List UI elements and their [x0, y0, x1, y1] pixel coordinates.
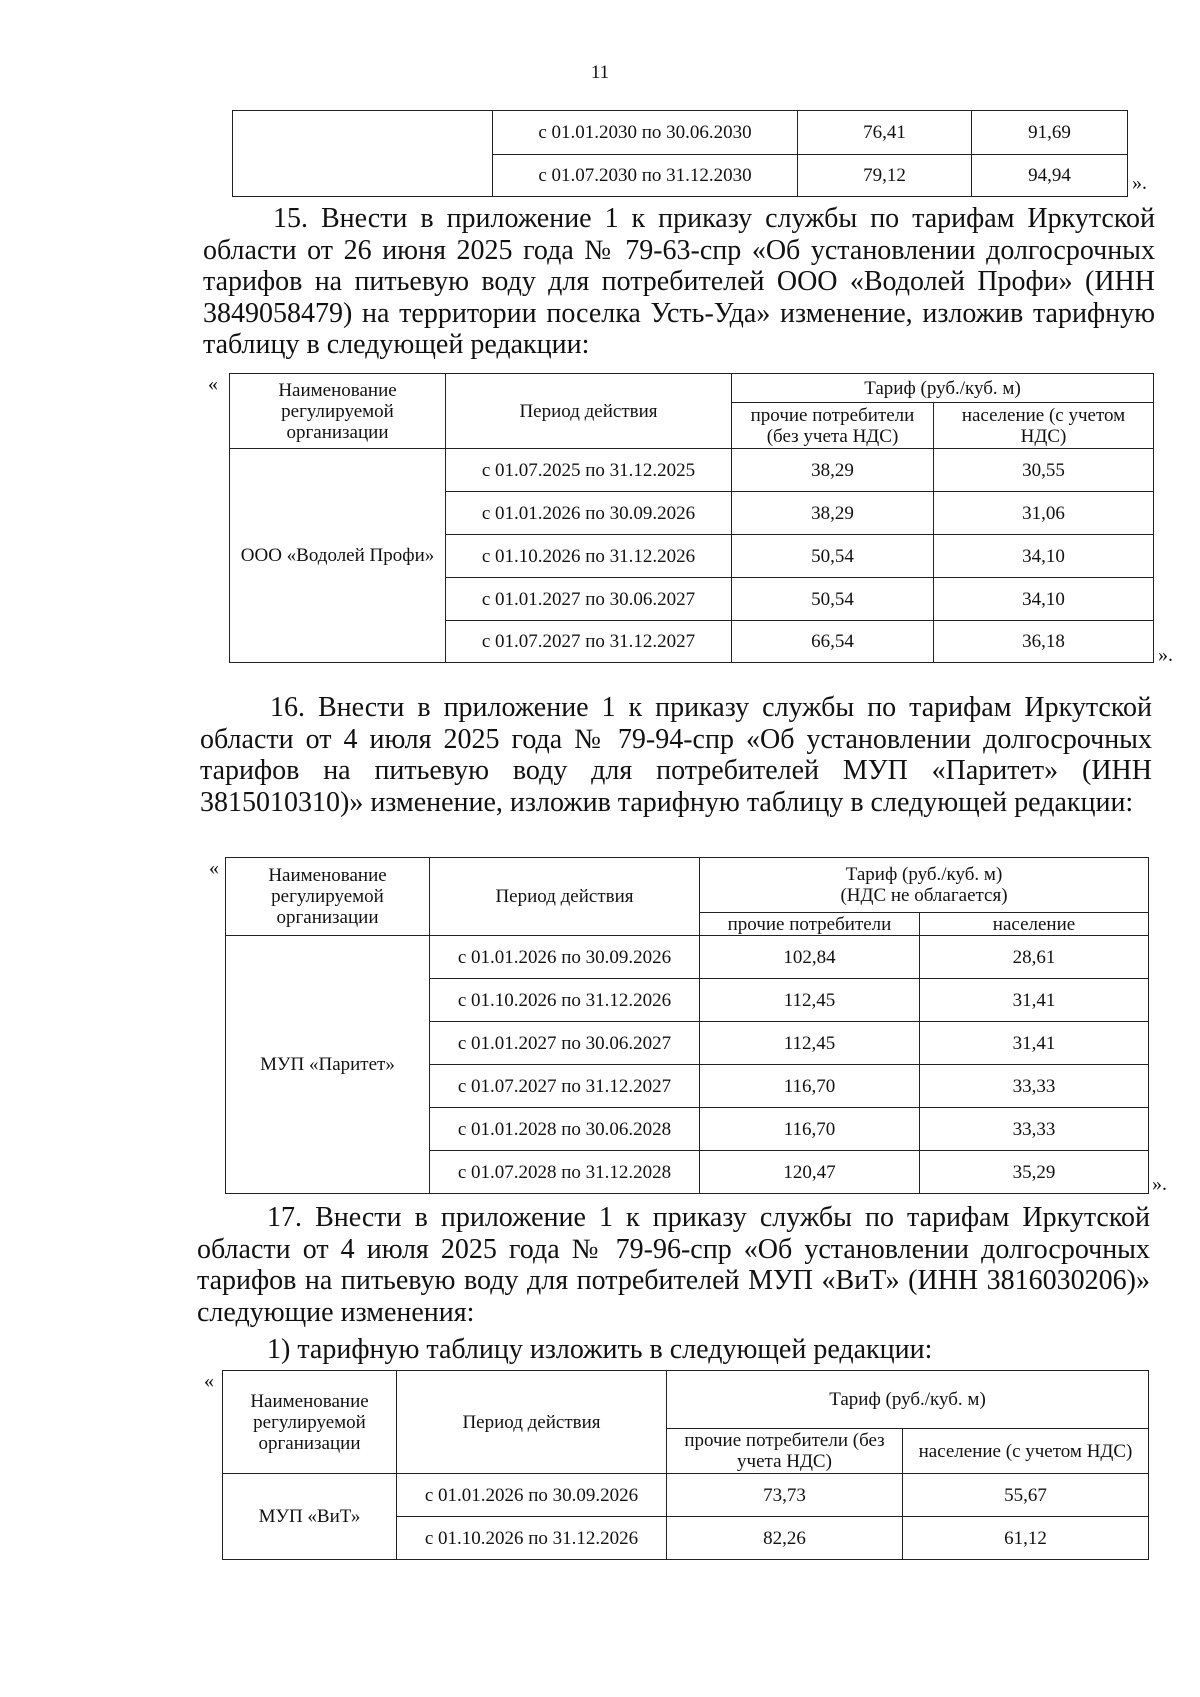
period-cell: с 01.07.2027 по 31.12.2027 — [430, 1065, 700, 1108]
tariff-other-cell: 120,47 — [700, 1151, 920, 1194]
tariff-population-cell: 33,33 — [920, 1108, 1149, 1151]
period-cell: с 01.10.2026 по 31.12.2026 — [397, 1517, 667, 1560]
closing-quote: ». — [1152, 1173, 1167, 1195]
tariff-population-cell: 35,29 — [920, 1151, 1149, 1194]
table-header-row — [223, 1371, 1149, 1429]
table-header-row — [230, 374, 1154, 403]
paragraph-17 — [197, 1202, 1150, 1328]
period-cell: с 01.07.2025 по 31.12.2025 — [446, 449, 732, 492]
sub-item-1: 1) тарифную таблицу изложить в следующей редакции: — [267, 1334, 933, 1365]
period-cell: с 01.01.2030 по 30.06.2030 — [493, 111, 798, 155]
org-cell: МУП «Паритет» — [226, 936, 430, 1194]
header-period: Период действия — [430, 858, 700, 936]
header-population: население — [920, 913, 1149, 936]
closing-quote: ». — [1132, 172, 1147, 194]
paragraph-17-first-line: 17. Внести в приложение 1 к приказу службы по тарифам Иркутской — [267, 1202, 1150, 1233]
opening-quote: « — [208, 373, 218, 395]
paragraph-16-first-line: 16. Внести в приложение 1 к приказу службы по тарифам Иркутской — [270, 692, 1152, 723]
header-tariff: Тариф (руб./куб. м) — [667, 1371, 1149, 1429]
paragraph-15 — [203, 203, 1155, 361]
header-other-consumers: прочие потребители (без учета НДС) — [732, 403, 934, 449]
tariff-other-cell: 50,54 — [732, 535, 934, 578]
tariff-population-cell: 31,41 — [920, 1022, 1149, 1065]
tariff-other-cell: 112,45 — [700, 1022, 920, 1065]
paragraph-16 — [200, 692, 1152, 818]
header-org: Наименование регулируемой организации — [223, 1371, 397, 1474]
header-org: Наименование регулируемой организации — [230, 374, 446, 449]
tariff-other-cell: 73,73 — [667, 1474, 903, 1517]
org-cell — [233, 111, 493, 197]
table-row — [230, 449, 1154, 492]
tariff-table-vodoley — [229, 373, 1154, 663]
tariff-table-vit — [222, 1370, 1149, 1560]
period-cell: с 01.10.2026 по 31.12.2026 — [446, 535, 732, 578]
period-cell: с 01.01.2027 по 30.06.2027 — [430, 1022, 700, 1065]
closing-quote: ». — [1158, 644, 1173, 666]
paragraph-15-first-line: 15. Внести в приложение 1 к приказу службы по тарифам Иркутской — [273, 203, 1155, 234]
period-cell: с 01.01.2027 по 30.06.2027 — [446, 578, 732, 621]
paragraph-15-body: области от 26 июня 2025 года № 79-63-спр «Об установлении долгосрочных тарифов на питьевую воду для потребителей ООО «Водолей Профи» (ИНН 3849058479) на территории поселка Усть-Уда» изменение, изложив тарифную таблицу в следующей редакции: — [203, 234, 1155, 360]
org-cell: ООО «Водолей Профи» — [230, 449, 446, 663]
tariff-population-cell: 34,10 — [934, 535, 1154, 578]
opening-quote: « — [204, 1370, 214, 1392]
paragraph-17-body: области от 4 июля 2025 года № 79-96-спр «Об установлении долгосрочных тарифов на питьевую воду для потребителей МУП «ВиТ» (ИНН 3816030206)» следующие изменения: — [197, 1233, 1150, 1328]
period-cell: с 01.07.2028 по 31.12.2028 — [430, 1151, 700, 1194]
org-cell: МУП «ВиТ» — [223, 1474, 397, 1560]
paragraph-16-body: области от 4 июля 2025 года № 79-94-спр «Об установлении долгосрочных тарифов на питьевую воду для потребителей МУП «Паритет» (ИНН 3815010310)» изменение, изложив тарифную таблицу в следующей редакции: — [200, 723, 1152, 818]
header-tariff — [700, 858, 1149, 913]
tariff-population-cell: 33,33 — [920, 1065, 1149, 1108]
tariff-population-cell: 31,06 — [934, 492, 1154, 535]
tariff-population-cell: 61,12 — [903, 1517, 1149, 1560]
period-cell: с 01.01.2026 по 30.09.2026 — [397, 1474, 667, 1517]
tariff-population-cell: 28,61 — [920, 936, 1149, 979]
header-period: Период действия — [446, 374, 732, 449]
tariff-population-cell: 36,18 — [934, 621, 1154, 663]
period-cell: с 01.01.2026 по 30.09.2026 — [446, 492, 732, 535]
tariff-other-cell: 116,70 — [700, 1065, 920, 1108]
header-other-consumers: прочие потребители — [700, 913, 920, 936]
table-row — [233, 111, 1128, 155]
table-row — [223, 1474, 1149, 1517]
tariff-population-cell: 34,10 — [934, 578, 1154, 621]
header-tariff-note: (НДС не облагается) — [840, 885, 1008, 906]
tariff-other-cell: 38,29 — [732, 449, 934, 492]
tariff-other-cell: 112,45 — [700, 979, 920, 1022]
tariff-other-cell: 102,84 — [700, 936, 920, 979]
tariff-table-paritet — [225, 857, 1149, 1194]
header-tariff: Тариф (руб./куб. м) — [732, 374, 1154, 403]
header-period: Период действия — [397, 1371, 667, 1474]
tariff-other-cell: 116,70 — [700, 1108, 920, 1151]
tariff-population-cell: 31,41 — [920, 979, 1149, 1022]
tariff-other-cell: 38,29 — [732, 492, 934, 535]
table-header-row — [226, 858, 1149, 913]
tariff-population-cell: 30,55 — [934, 449, 1154, 492]
tariff-other-cell: 50,54 — [732, 578, 934, 621]
period-cell: с 01.01.2028 по 30.06.2028 — [430, 1108, 700, 1151]
period-cell: с 01.10.2026 по 31.12.2026 — [430, 979, 700, 1022]
tariff-other-cell: 79,12 — [798, 155, 972, 197]
tariff-population-cell: 91,69 — [972, 111, 1128, 155]
table-row — [226, 936, 1149, 979]
tariff-other-cell: 66,54 — [732, 621, 934, 663]
tariff-other-cell: 82,26 — [667, 1517, 903, 1560]
header-population: население (с учетом НДС) — [934, 403, 1154, 449]
header-population: население (с учетом НДС) — [903, 1429, 1149, 1474]
tariff-table-continuation — [232, 110, 1128, 197]
period-cell: с 01.07.2030 по 31.12.2030 — [493, 155, 798, 197]
period-cell: с 01.01.2026 по 30.09.2026 — [430, 936, 700, 979]
opening-quote: « — [209, 857, 219, 879]
period-cell: с 01.07.2027 по 31.12.2027 — [446, 621, 732, 663]
tariff-other-cell: 76,41 — [798, 111, 972, 155]
header-other-consumers: прочие потребители (без учета НДС) — [667, 1429, 903, 1474]
tariff-population-cell: 55,67 — [903, 1474, 1149, 1517]
header-org: Наименование регулируемой организации — [226, 858, 430, 936]
header-tariff-title: Тариф (руб./куб. м) — [845, 864, 1003, 885]
tariff-population-cell: 94,94 — [972, 155, 1128, 197]
page-number: 11 — [590, 62, 610, 83]
